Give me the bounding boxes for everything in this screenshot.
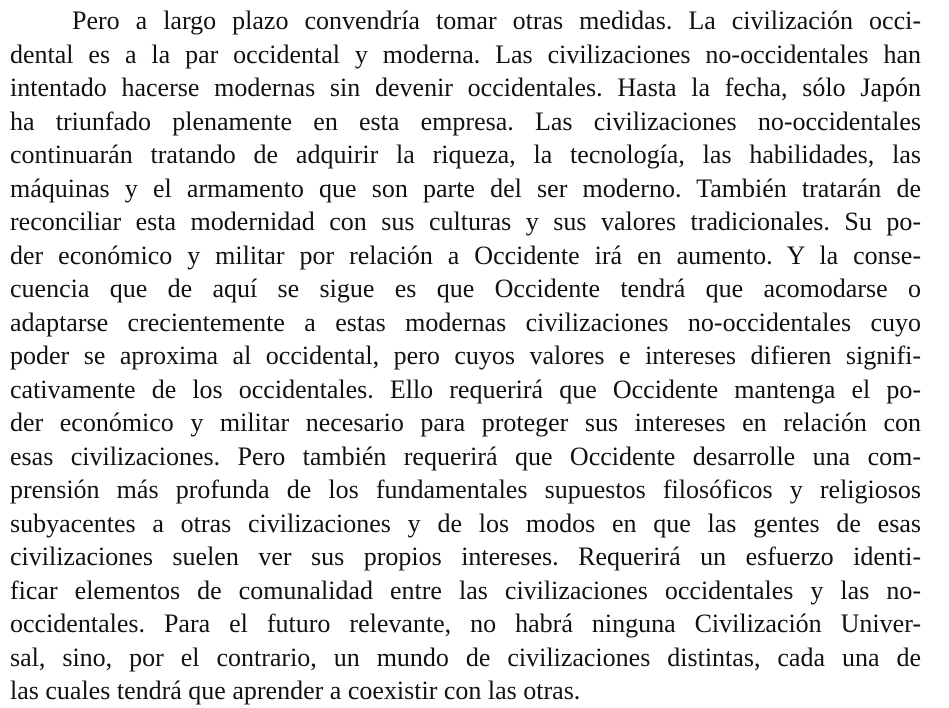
paragraph-line: der económico y militar por relación a Occidente irá en aumento. Y la conse-	[10, 240, 921, 270]
paragraph-line: cuencia que de aquí se sigue es que Occidente tendrá que acomodarse o	[10, 274, 921, 303]
paragraph-line: occidentales. Para el futuro relevante, no habrá ninguna Civilización Univer-	[10, 609, 921, 638]
paragraph-line: civilizaciones suelen ver sus propios intereses. Requerirá un esfuerzo identi-	[10, 542, 921, 571]
body-paragraph	[10, 4, 921, 708]
paragraph-line: ha triunfado plenamente en esta empresa. Las civilizaciones no-occidentales	[10, 106, 921, 136]
document-page	[10, 4, 921, 708]
paragraph-line: reconciliar esta modernidad con sus culturas y sus valores tradicionales. Su po-	[10, 207, 921, 236]
paragraph-line: poder se aproxima al occidental, pero cuyos valores e intereses difieren signifi-	[10, 341, 921, 370]
paragraph-line: máquinas y el armamento que son parte del ser moderno. También tratarán de	[10, 173, 921, 203]
paragraph-line: Pero a largo plazo convendría tomar otras medidas. La civilización occi-	[72, 6, 921, 35]
paragraph-line: der económico y militar necesario para proteger sus intereses en relación con	[10, 408, 921, 437]
paragraph-line: intentado hacerse modernas sin devenir occidentales. Hasta la fecha, sólo Japón	[10, 73, 921, 102]
paragraph-line: continuarán tratando de adquirir la riqueza, la tecnología, las habilidades, las	[10, 140, 921, 169]
paragraph-line: esas civilizaciones. Pero también requerirá que Occidente desarrolle una com-	[10, 441, 921, 471]
paragraph-line: ficar elementos de comunalidad entre las civilizaciones occidentales y las no-	[10, 575, 921, 605]
paragraph-line: prensión más profunda de los fundamentales supuestos filosóficos y religiosos	[10, 475, 921, 504]
paragraph-line: adaptarse crecientemente a estas modernas civilizaciones no-occidentales cuyo	[10, 307, 921, 337]
paragraph-line: dental es a la par occidental y moderna. Las civilizaciones no-occidentales han	[10, 39, 921, 69]
paragraph-line: sal, sino, por el contrario, un mundo de civilizaciones distintas, cada una de	[10, 642, 921, 672]
paragraph-line: cativamente de los occidentales. Ello requerirá que Occidente mantenga el po-	[10, 374, 921, 404]
paragraph-line: las cuales tendrá que aprender a coexistir con las otras.	[10, 676, 581, 705]
paragraph-line: subyacentes a otras civilizaciones y de los modos en que las gentes de esas	[10, 508, 921, 538]
